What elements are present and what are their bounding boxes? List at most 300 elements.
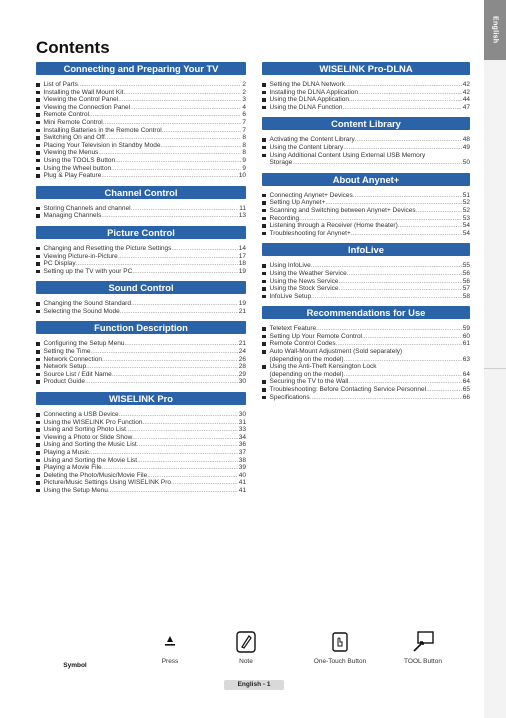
bullet-icon (36, 474, 40, 478)
toc-entry-page: 8 (242, 149, 246, 157)
toc-entry-label: Listening through a Receiver (Home theater) (269, 222, 398, 230)
toc-entry[interactable] (262, 278, 470, 286)
section-heading: Sound Control (36, 281, 246, 294)
symbol-tools (394, 630, 452, 665)
bullet-icon (262, 209, 266, 213)
dot-leader (89, 449, 238, 457)
toc-entry-label: Product Guide (43, 378, 86, 386)
toc-entry-label: Storing Channels and channel (43, 204, 131, 212)
toc-entry[interactable] (262, 152, 470, 167)
dot-leader (143, 419, 238, 427)
toc-entry-page: 52 (462, 199, 470, 207)
toc-entry[interactable] (36, 464, 246, 472)
dot-leader (132, 434, 237, 442)
toc-entry[interactable] (36, 487, 246, 495)
toc-entry[interactable] (36, 441, 246, 449)
toc-entry-page: 11 (239, 204, 246, 212)
toc-entry[interactable] (36, 363, 246, 371)
toc-entry[interactable] (36, 449, 246, 457)
toc-entry-page: 41 (238, 479, 246, 487)
toc-entry[interactable] (36, 434, 246, 442)
toc-section (36, 62, 246, 180)
toc-entry-page: 21 (238, 307, 246, 315)
bullet-icon (36, 151, 40, 155)
toc-entry-label: Using the Weather Service (269, 269, 347, 277)
toc-entry[interactable] (36, 96, 246, 104)
dot-leader (90, 348, 237, 356)
bullet-icon (262, 272, 266, 276)
dot-leader (358, 89, 462, 97)
right-column (262, 62, 470, 407)
dot-leader (426, 386, 462, 394)
section-heading: Recommendations for Use (262, 306, 470, 319)
toc-entry[interactable] (262, 333, 470, 341)
toc-entry[interactable] (36, 300, 246, 308)
toc-entry-page: 48 (462, 136, 470, 144)
toc-entry[interactable] (262, 222, 470, 230)
toc-entry-label: Installing the Wall Mount Kit (43, 88, 124, 96)
toc-entry-label: Setting up the TV with your PC (43, 267, 133, 275)
toc-entry-page: 3 (242, 96, 246, 104)
toc-entry[interactable] (262, 340, 470, 348)
toc-entry-label-cont: (depending on the model) (269, 355, 344, 363)
toc-entry-label: Troubleshooting for Anynet+ (269, 229, 351, 237)
bullet-icon (262, 365, 266, 369)
bullet-icon (262, 194, 266, 198)
symbol-press-label: Press (161, 658, 179, 665)
toc-entry-page: 9 (242, 164, 246, 172)
dot-leader (132, 268, 238, 276)
toc-list (36, 199, 246, 220)
toc-entry[interactable] (36, 212, 246, 220)
bullet-icon (262, 154, 266, 158)
toc-entry-page: 29 (238, 370, 246, 378)
toc-entry-page: 37 (238, 449, 246, 456)
toc-entry-page: 66 (462, 393, 470, 401)
toc-entry-page: 38 (238, 456, 246, 464)
dot-leader (147, 472, 238, 480)
toc-entry-label: Changing the Sound Standard (43, 300, 131, 308)
toc-entry[interactable] (36, 457, 246, 465)
language-tab (484, 0, 506, 60)
toc-list (36, 75, 246, 180)
toc-entry-page: 54 (462, 222, 470, 230)
toc-section (36, 281, 246, 315)
bullet-icon (36, 373, 40, 377)
dot-leader (126, 426, 238, 434)
bullet-icon (262, 342, 266, 346)
toc-entry-label: Playing a Movie File (43, 464, 102, 472)
toc-entry[interactable] (262, 192, 470, 200)
toc-entry-page: 30 (238, 411, 246, 419)
toc-entry[interactable] (36, 142, 246, 150)
dot-leader (398, 222, 462, 230)
toc-entry[interactable] (36, 479, 246, 487)
dot-leader (351, 230, 462, 238)
tools-button-icon (411, 630, 435, 654)
toc-entry-page: 14 (238, 244, 246, 252)
dot-leader (344, 371, 462, 379)
toc-entry-page: 60 (462, 332, 470, 340)
dot-leader (292, 159, 461, 167)
bullet-icon (262, 217, 266, 221)
bullet-icon (36, 310, 40, 314)
toc-entry-page: 10 (238, 172, 246, 180)
toc-entry-page: 17 (238, 252, 246, 260)
toc-entry-page: 36 (238, 441, 246, 449)
toc-entry-label: Using the DLNA Application (269, 96, 349, 104)
toc-entry[interactable] (36, 134, 246, 142)
toc-entry-label: Connecting a USB Device (43, 411, 119, 419)
bullet-icon (36, 489, 40, 493)
bullet-icon (36, 144, 40, 148)
symbol-note (226, 630, 266, 665)
dot-leader (118, 96, 241, 104)
bullet-icon (262, 335, 266, 339)
toc-entry[interactable] (262, 207, 470, 215)
toc-entry[interactable] (262, 378, 470, 386)
bullet-icon (262, 280, 266, 284)
toc-entry[interactable] (36, 245, 246, 253)
toc-entry-page: 2 (242, 81, 246, 88)
bullet-icon (36, 270, 40, 274)
toc-entry[interactable] (262, 89, 470, 97)
dot-leader (171, 479, 238, 487)
toc-entry-label: Installing the DLNA Application (269, 88, 359, 96)
toc-entry-page: 31 (238, 418, 246, 426)
toc-entry-page: 4 (242, 103, 246, 111)
toc-entry-page: 8 (242, 134, 246, 142)
toc-entry-page: 19 (238, 267, 246, 275)
bullet-icon (262, 380, 266, 384)
toc-entry-label: Activating the Content Library (269, 136, 355, 144)
toc-entry-page: 13 (238, 212, 246, 220)
dot-leader (343, 144, 462, 152)
toc-entry[interactable] (36, 127, 246, 135)
section-heading: Function Description (36, 321, 246, 334)
toc-entry-page: 64 (462, 370, 470, 378)
toc-entry-label: Auto Wall-Mount Adjustment (Sold separately) (269, 348, 403, 356)
dot-leader (299, 215, 462, 223)
toc-entry-label: Using Additional Content Using External USB Memory (269, 151, 426, 159)
toc-entry-page: 56 (462, 277, 470, 285)
bullet-icon (36, 350, 40, 354)
dot-leader (349, 96, 462, 104)
toc-entry[interactable] (262, 285, 470, 293)
toc-entry[interactable] (36, 472, 246, 480)
toc-list (262, 130, 470, 166)
toc-entry-page: 7 (242, 118, 246, 126)
toc-entry-page: 28 (238, 363, 246, 371)
toc-entry[interactable] (36, 378, 246, 386)
dot-leader (89, 111, 241, 119)
toc-entry-page: 64 (462, 378, 470, 386)
bullet-icon (36, 342, 40, 346)
dot-leader (171, 245, 237, 253)
dot-leader (310, 394, 462, 402)
dot-leader (120, 308, 238, 316)
toc-entry[interactable] (36, 419, 246, 427)
toc-entry-label: Configuring the Setup Menu (43, 340, 125, 348)
toc-entry[interactable] (262, 230, 470, 238)
language-tab-label: English (491, 16, 499, 44)
bullet-icon (36, 83, 40, 87)
toc-entry-label: Viewing the Menus (43, 149, 99, 157)
dot-leader (353, 192, 462, 200)
toc-entry-label: Deleting the Photo/Music/Movie File (43, 471, 148, 479)
toc-entry[interactable] (262, 270, 470, 278)
dot-leader (130, 104, 241, 112)
toc-entry[interactable] (36, 104, 246, 112)
dot-leader (348, 378, 462, 386)
toc-list (262, 75, 470, 111)
bullet-icon (36, 136, 40, 140)
section-heading: Connecting and Preparing Your TV (36, 62, 246, 75)
toc-entry-label: Playing a Music (43, 449, 90, 456)
toc-entry[interactable] (36, 253, 246, 261)
toc-entry[interactable] (36, 371, 246, 379)
bullet-icon (36, 443, 40, 447)
bullet-icon (36, 413, 40, 417)
dot-leader (311, 293, 462, 301)
toc-entry-page: 49 (462, 143, 470, 151)
dot-leader (137, 457, 238, 465)
bullet-icon (36, 436, 40, 440)
bullet-icon (262, 138, 266, 142)
dot-leader (123, 89, 241, 97)
dot-leader (160, 142, 241, 150)
dot-leader (102, 464, 238, 472)
bullet-icon (36, 481, 40, 485)
bullet-icon (262, 264, 266, 268)
dot-leader (78, 81, 242, 89)
dot-leader (336, 340, 462, 348)
toc-entry[interactable] (262, 386, 470, 394)
toc-entry[interactable] (36, 81, 246, 89)
bullet-icon (262, 350, 266, 354)
bullet-icon (36, 214, 40, 218)
toc-entry[interactable] (36, 348, 246, 356)
toc-entry[interactable] (36, 268, 246, 276)
toc-entry-page: 56 (462, 269, 470, 277)
toc-entry-label: Remote Control (43, 111, 90, 119)
toc-entry[interactable] (36, 89, 246, 97)
dot-leader (124, 340, 237, 348)
dot-leader (98, 149, 241, 157)
toc-entry[interactable] (36, 119, 246, 127)
toc-list (36, 334, 246, 386)
toc-entry[interactable] (262, 144, 470, 152)
toc-entry-page: 39 (238, 464, 246, 472)
toc-section (262, 173, 470, 238)
bullet-icon (36, 255, 40, 259)
toc-entry[interactable] (36, 149, 246, 157)
toc-entry-label: Switching On and Off (43, 134, 105, 142)
bullet-icon (36, 421, 40, 425)
toc-entry-label: Connecting Anynet+ Devices (269, 191, 353, 199)
toc-entry[interactable] (262, 104, 470, 112)
dot-leader (339, 285, 462, 293)
toc-entry-page: 18 (238, 260, 246, 268)
bullet-icon (262, 224, 266, 228)
bullet-icon (36, 428, 40, 432)
dot-leader (162, 127, 242, 135)
toc-entry-label: Using InfoLive (269, 262, 311, 270)
toc-entry-page: 9 (242, 156, 246, 164)
toc-entry-label: Setting Up Anynet+ (269, 199, 326, 207)
toc-entry-label: Using the Anti-Theft Kensington Lock (269, 363, 377, 371)
toc-entry-label: Remote Control Codes (269, 340, 336, 348)
press-icon (162, 630, 178, 654)
bullet-icon (262, 83, 266, 87)
dot-leader (112, 371, 238, 379)
dot-leader (325, 199, 461, 207)
toc-entry-label: Setting Up Your Remote Control (269, 332, 362, 340)
toc-entry-label: Using and Sorting the Music List (43, 441, 137, 449)
dot-leader (342, 104, 461, 112)
dot-leader (103, 119, 242, 127)
toc-entry-page: 53 (462, 214, 470, 222)
toc-section (36, 321, 246, 386)
toc-list (262, 186, 470, 238)
toc-entry-page: 61 (462, 340, 470, 348)
bullet-icon (36, 113, 40, 117)
toc-entry-page: 42 (462, 81, 470, 88)
toc-entry-page: 26 (238, 355, 246, 363)
toc-entry-page: 52 (462, 206, 470, 214)
dot-leader (416, 207, 462, 215)
page-title: Contents (36, 38, 110, 57)
section-heading: About Anynet+ (262, 173, 470, 186)
page-number-badge: English - 1 (224, 680, 284, 690)
toc-entry-page: 34 (238, 433, 246, 441)
dot-leader (101, 212, 237, 220)
toc-entry[interactable] (262, 136, 470, 144)
bullet-icon (36, 167, 40, 171)
toc-entry-page: 2 (242, 88, 246, 96)
toc-entry-label: Specifications (269, 393, 310, 401)
toc-section (262, 306, 470, 401)
toc-entry[interactable] (36, 205, 246, 213)
toc-entry-label: Placing Your Television in Standby Mode (43, 141, 161, 149)
toc-entry-page: 54 (462, 229, 470, 237)
toc-entry[interactable] (36, 340, 246, 348)
toc-entry[interactable] (262, 199, 470, 207)
symbol-title-label: Symbol (63, 662, 87, 669)
dot-leader (119, 411, 238, 419)
dot-leader (316, 325, 462, 333)
toc-entry-label: Teletext Feature (269, 325, 317, 333)
bullet-icon (262, 327, 266, 331)
dot-leader (362, 333, 462, 341)
toc-entry-label: Scanning and Switching between Anynet+ Devices (269, 206, 416, 214)
toc-entry-page: 44 (462, 96, 470, 104)
toc-entry[interactable] (36, 172, 246, 180)
toc-entry-label: Using the Content Library (269, 143, 344, 151)
toc-entry-label: Viewing a Photo or Slide Show (43, 433, 133, 441)
toc-entry[interactable] (262, 215, 470, 223)
toc-entry-label: PC Display (43, 260, 76, 268)
toc-section (262, 243, 470, 300)
bullet-icon (36, 247, 40, 251)
toc-entry[interactable] (262, 363, 470, 378)
toc-entry[interactable] (36, 111, 246, 119)
dot-leader (111, 165, 241, 173)
toc-entry[interactable] (262, 348, 470, 363)
dot-leader (108, 487, 238, 495)
toc-entry-label: Setting the DLNA Network (269, 81, 346, 88)
toc-entry-label: Using the News Service (269, 277, 339, 285)
note-icon (234, 630, 258, 654)
toc-entry-label: Using and Sorting Photo List (43, 426, 126, 434)
dot-leader (86, 363, 238, 371)
toc-list (36, 405, 246, 495)
bullet-icon (36, 159, 40, 163)
dot-leader (137, 441, 238, 449)
symbol-one-touch-label: One-Touch Button (313, 658, 367, 665)
bullet-icon (36, 121, 40, 125)
toc-entry[interactable] (36, 356, 246, 364)
toc-entry[interactable] (262, 293, 470, 301)
dot-leader (131, 205, 239, 213)
bullet-icon (262, 232, 266, 236)
bullet-icon (36, 98, 40, 102)
toc-entry[interactable] (262, 96, 470, 104)
left-column (36, 62, 246, 501)
toc-entry[interactable] (36, 426, 246, 434)
toc-list (36, 239, 246, 275)
toc-entry-label: List of Parts (43, 81, 78, 88)
dot-leader (101, 172, 237, 180)
toc-entry[interactable] (36, 165, 246, 173)
toc-list (262, 319, 470, 401)
symbol-press (150, 630, 190, 665)
toc-entry-label: Viewing Picture-in-Picture (43, 252, 118, 260)
dot-leader (85, 378, 238, 386)
toc-entry-label: Installing Batteries in the Remote Control (43, 126, 162, 134)
bullet-icon (262, 287, 266, 291)
toc-entry[interactable] (262, 325, 470, 333)
toc-entry[interactable] (36, 308, 246, 316)
toc-entry-label: Using and Sorting the Movie List (43, 456, 138, 464)
toc-entry[interactable] (36, 157, 246, 165)
toc-entry[interactable] (36, 411, 246, 419)
symbol-one-touch (306, 630, 374, 665)
bullet-icon (36, 459, 40, 463)
toc-entry-label: Network Connection (43, 355, 103, 363)
toc-entry-page: 21 (238, 340, 246, 348)
bullet-icon (262, 98, 266, 102)
dot-leader (118, 253, 238, 261)
toc-entry-page: 8 (242, 141, 246, 149)
toc-entry-label: Mini Remote Control (43, 118, 103, 126)
toc-entry-page: 7 (242, 126, 246, 134)
dot-leader (311, 262, 462, 270)
section-heading: InfoLive (262, 243, 470, 256)
toc-entry-label: Source List / Edit Name (43, 370, 112, 378)
toc-entry[interactable] (262, 394, 470, 402)
toc-entry[interactable] (262, 81, 470, 89)
dot-leader (115, 157, 241, 165)
symbol-note-label: Note (239, 658, 253, 665)
toc-entry[interactable] (262, 262, 470, 270)
toc-entry[interactable] (36, 260, 246, 268)
symbol-tools-label: TOOL Button (404, 658, 442, 665)
toc-entry-label: Recording (269, 214, 300, 222)
bullet-icon (36, 129, 40, 133)
toc-entry-page: 59 (462, 325, 470, 333)
toc-entry-page: 51 (462, 191, 470, 199)
